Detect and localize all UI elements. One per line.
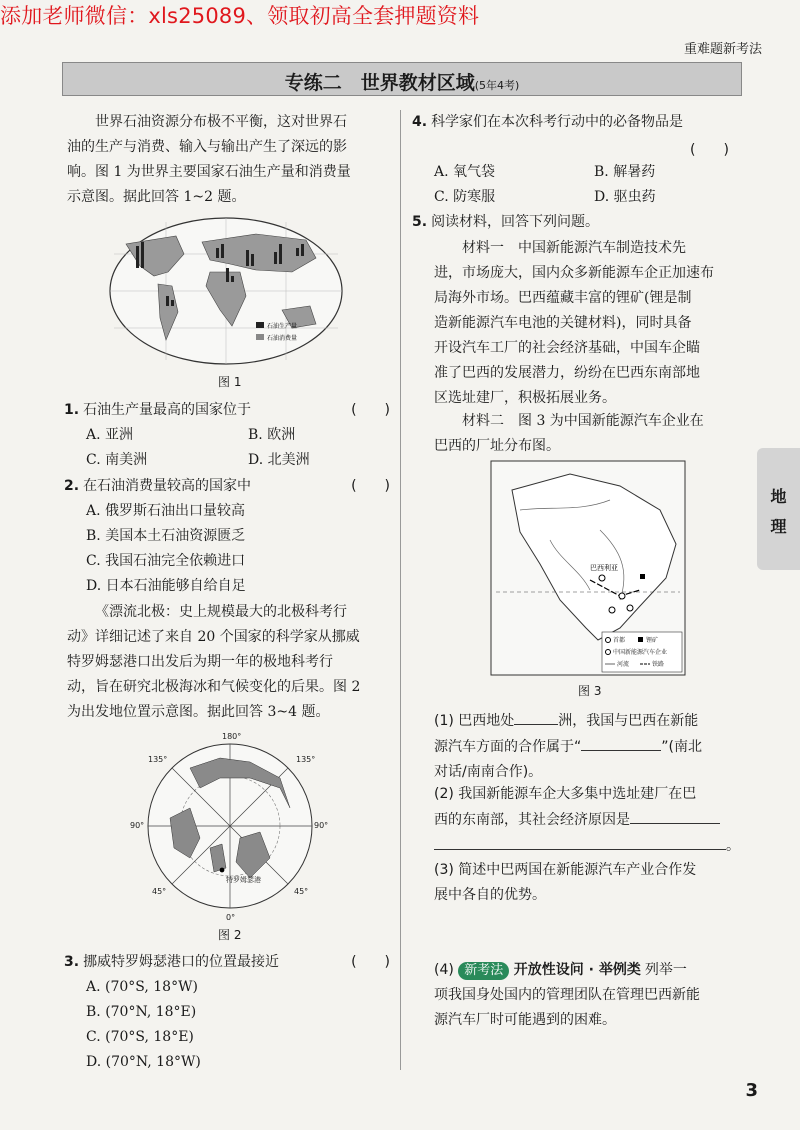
q4-option-b[interactable]: B. 解暑药: [594, 164, 656, 180]
sub2-text: 西的东南部，其社会经济原因是: [434, 812, 630, 828]
sub3-text: (3) 简述中巴两国在新能源汽车产业合作发: [434, 862, 697, 878]
q3-option-b[interactable]: B. (70°N, 18°E): [86, 1004, 197, 1020]
q2-option-b[interactable]: B. 美国本土石油资源匮乏: [86, 528, 246, 544]
legend-consumption: 石油消费量: [267, 335, 298, 342]
answer-blank[interactable]: [514, 708, 558, 725]
consumption-bar: [251, 254, 254, 266]
port-marker: [220, 868, 225, 873]
material-1-line: 开设汽车工厂的社会经济基础，中国车企瞄: [434, 340, 700, 356]
label-0: 0°: [226, 913, 236, 922]
production-bar: [226, 268, 229, 282]
label-brasilia: 巴西利亚: [590, 564, 618, 572]
lithium-marker: [640, 574, 645, 579]
intro-2-line: 《漂流北极：史上规模最大的北极科考行: [95, 604, 347, 620]
label-port: 特罗姆瑟港: [226, 876, 261, 884]
polar-map-figure: [130, 728, 330, 923]
sub-question-1: [434, 708, 746, 785]
question-number: 1.: [64, 402, 80, 418]
figure-1-caption: 图 1: [218, 375, 242, 389]
q4-option-d[interactable]: D. 驱虫药: [594, 189, 656, 205]
sub2-text: (2) 我国新能源车企大多集中选址建厂在巴: [434, 786, 697, 802]
sub4-text: 项我国身处国内的管理团队在管理巴西新能: [434, 987, 700, 1003]
section-label: 重难题新考法: [683, 42, 762, 57]
answer-paren: ( ): [351, 954, 390, 970]
question-number: 5.: [412, 214, 428, 230]
consumption-bar: [231, 276, 234, 282]
title-bar: [62, 62, 742, 96]
sub4-text: 源汽车厂时可能遇到的困难。: [434, 1012, 616, 1028]
consumption-bar: [279, 244, 282, 264]
sub4-prefix: (4): [434, 962, 454, 978]
production-bar: [136, 246, 139, 268]
question-text: 石油生产量最高的国家位于: [83, 402, 252, 418]
new-method-badge: 新考法: [458, 962, 509, 980]
q2-option-c[interactable]: C. 我国石油完全依赖进口: [86, 553, 246, 569]
question-text: 挪威特罗姆瑟港口的位置最接近: [83, 954, 280, 970]
question-3: [64, 950, 394, 975]
question-number: 3.: [64, 954, 80, 970]
brazil-map-figure: [490, 460, 686, 676]
q3-option-a[interactable]: A. (70°S, 18°W): [86, 979, 198, 995]
answer-paren: ( ): [690, 142, 729, 158]
factory-marker: [627, 605, 633, 611]
sub1-text: ”(南北: [661, 739, 702, 755]
subject-tab[interactable]: [757, 448, 800, 570]
material-1-line: 准了巴西的发展潜力，纷纷在巴西东南部地: [434, 365, 700, 381]
sub1-text: 洲，我国与巴西在新能: [558, 713, 699, 729]
material-1-line: 进，市场庞大，国内众多新能源车企正加速布: [434, 265, 714, 281]
question-number: 2.: [64, 478, 80, 494]
column-divider: [400, 110, 401, 1070]
q4-option-c[interactable]: C. 防寒服: [434, 189, 496, 205]
intro-1: [67, 110, 392, 210]
label-135-left: 135°: [148, 755, 168, 764]
sub1-text: 源汽车方面的合作属于“: [434, 739, 582, 755]
production-bar: [296, 248, 299, 256]
consumption-bar: [301, 244, 304, 256]
question-text: 在石油消费量较高的国家中: [83, 478, 252, 494]
q2-option-d[interactable]: D. 日本石油能够自给自足: [86, 578, 246, 594]
answer-blank[interactable]: [434, 833, 726, 850]
legend-river: 河流: [617, 661, 630, 668]
q1-option-c[interactable]: C. 南美洲: [86, 452, 148, 468]
legend-factory: 中国新能源汽车企业: [613, 649, 668, 656]
production-bar: [274, 252, 277, 264]
intro-1-line: 油的生产与消费、输入与输出产生了深远的影: [67, 139, 347, 155]
label-135-right: 135°: [296, 755, 316, 764]
question-5: [412, 210, 742, 235]
legend-lithium: 锂矿: [646, 637, 659, 644]
capital-marker: [599, 575, 605, 581]
sub3-text: 展中各自的优势。: [434, 887, 546, 903]
answer-paren: ( ): [351, 402, 390, 418]
legend-railway: 铁路: [652, 661, 665, 668]
consumption-bar: [141, 242, 144, 268]
intro-1-line: 示意图。据此回答 1~2 题。: [67, 189, 246, 205]
intro-1-line: 响。图 1 为世界主要国家石油生产量和消费量: [67, 164, 351, 180]
label-45-right: 45°: [294, 887, 309, 896]
q2-option-a[interactable]: A. 俄罗斯石油出口量较高: [86, 503, 246, 519]
figure-3-caption: 图 3: [578, 684, 602, 698]
promo-banner: 添加老师微信：xls25089、领取初高全套押题资料: [0, 4, 480, 28]
intro-2-line: 特罗姆瑟港口出发后为期一年的极地科考行: [67, 654, 333, 670]
material-1-line: 局海外市场。巴西蕴藏丰富的锂矿(锂是制: [434, 290, 692, 306]
sub1-text: 对话/南南合作)。: [434, 764, 543, 780]
question-4: [412, 110, 742, 135]
figure-2-caption: 图 2: [218, 928, 242, 942]
subject-tab-char: 地: [770, 487, 787, 506]
question-number: 4.: [412, 114, 428, 130]
factory-marker: [619, 593, 625, 599]
factory-marker: [609, 607, 615, 613]
material-2-line: 材料二 图 3 为中国新能源汽车企业在: [462, 413, 704, 429]
intro-2-line: 动，旨在研究北极海冰和气候变化的后果。图 2: [67, 679, 361, 695]
question-text: 科学家们在本次科考行动中的必备物品是: [431, 114, 684, 130]
subject-tab-char: 理: [770, 517, 787, 536]
legend-capital: 首都: [613, 637, 626, 644]
label-180: 180°: [222, 732, 242, 741]
q1-option-b[interactable]: B. 欧洲: [248, 427, 296, 443]
intro-2-line: 为出发地位置示意图。据此回答 3~4 题。: [67, 704, 330, 720]
legend-production: 石油生产量: [267, 323, 298, 330]
title-note: (5年4考): [474, 79, 520, 92]
label-45-left: 45°: [152, 887, 167, 896]
intro-2-line: 动》详细记述了来自 20 个国家的科学家从挪威: [67, 629, 360, 645]
page-number: 3: [745, 1080, 758, 1101]
answer-blank[interactable]: [630, 807, 720, 824]
intro-2: [67, 600, 392, 725]
question-text: 阅读材料，回答下列问题。: [431, 214, 600, 230]
answer-paren: ( ): [351, 478, 390, 494]
sub4-kind: 开放性设问 · 举例类: [513, 962, 641, 978]
material-2-line: 巴西的厂址分布图。: [434, 438, 560, 454]
material-1-line: 材料一 中国新能源汽车制造技术先: [462, 240, 686, 256]
material-2: [434, 409, 744, 459]
world-map-figure: [106, 214, 346, 369]
sub-question-2: [434, 782, 746, 859]
material-1: [434, 236, 744, 411]
production-bar: [216, 248, 219, 258]
q4-option-a[interactable]: A. 氧气袋: [434, 164, 496, 180]
intro-1-line: 世界石油资源分布极不平衡，这对世界石: [95, 114, 347, 130]
production-bar: [246, 250, 249, 266]
question-2: [64, 474, 394, 499]
material-1-line: 造新能源汽车电池的关键材料)，同时具备: [434, 315, 692, 331]
page-title: 专练二 世界教材区域: [284, 72, 475, 94]
q3-option-d[interactable]: D. (70°N, 18°W): [86, 1054, 201, 1070]
production-bar: [166, 296, 169, 306]
sub1-text: (1) 巴西地处: [434, 713, 515, 729]
map-legend: [602, 632, 682, 672]
sub-question-4: [434, 958, 746, 1033]
material-1-line: 区选址建厂，积极拓展业务。: [434, 390, 616, 406]
q1-option-d[interactable]: D. 北美洲: [248, 452, 310, 468]
q1-option-a[interactable]: A. 亚洲: [86, 427, 134, 443]
answer-blank[interactable]: [581, 734, 661, 751]
q3-option-c[interactable]: C. (70°S, 18°E): [86, 1029, 194, 1045]
sub4-text: 列举一: [644, 962, 687, 978]
label-90-right: 90°: [314, 821, 329, 830]
sub-question-3: [434, 858, 746, 908]
question-1: [64, 398, 394, 423]
label-90-left: 90°: [130, 821, 145, 830]
sub2-text: 。: [726, 838, 740, 854]
consumption-bar: [171, 300, 174, 306]
consumption-bar: [221, 244, 224, 258]
